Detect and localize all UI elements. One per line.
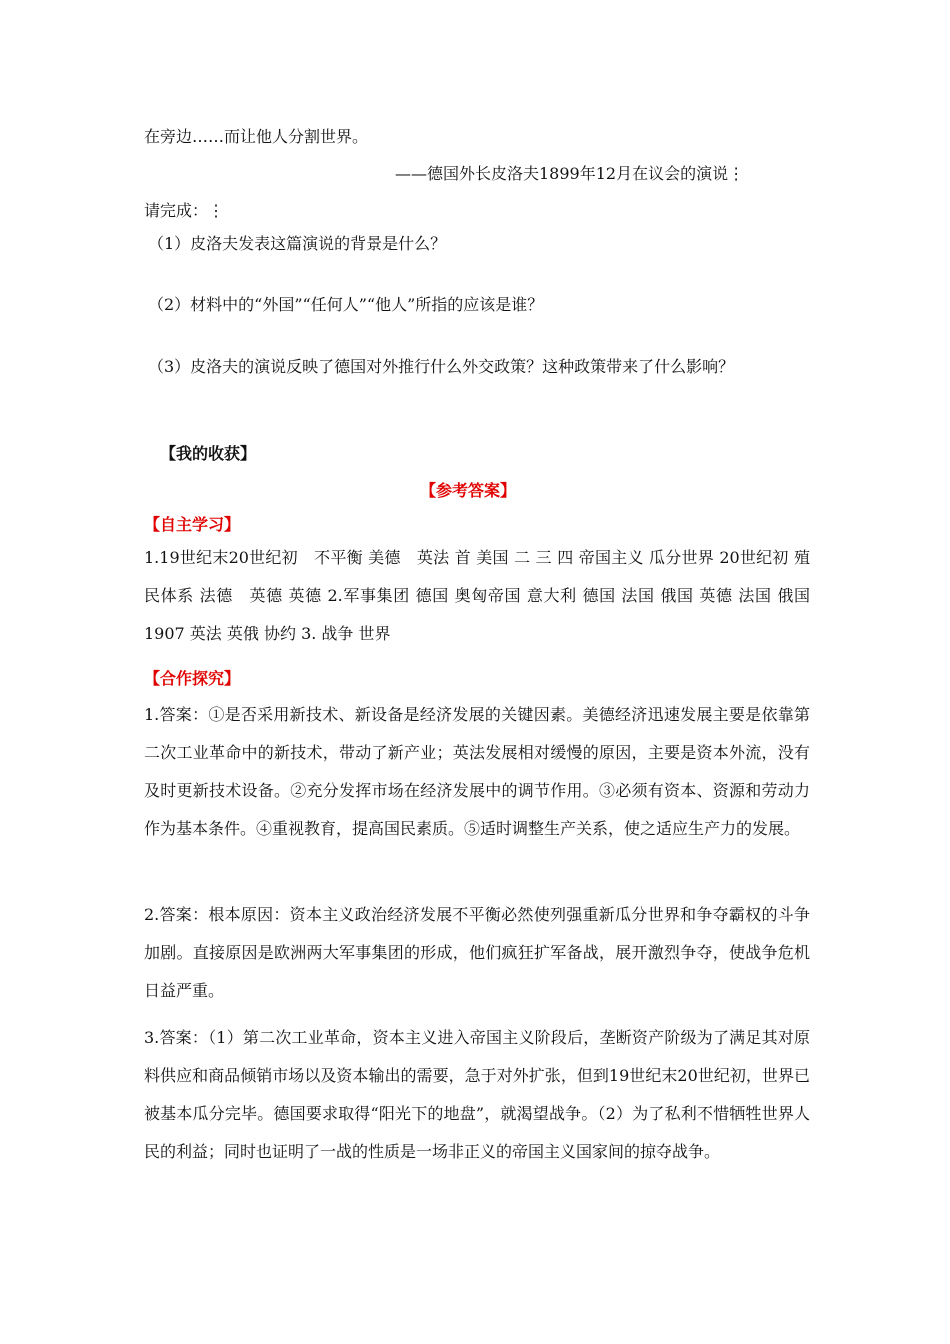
my-gain-heading: 【我的收获】 [160,444,257,463]
self-study-heading: 【自主学习】 [144,515,241,534]
self-study-answers: 1.19世纪末20世纪初 不平衡 美德 英法 首 美国 二 三 四 帝国主义 瓜分世界 20世纪初 殖民体系 法德 英德 英德 2.军事集团 德国 奥匈帝国 意大利 德国 法国 俄国 英德 法国 俄国 1907 英法 英俄 协约 3. 战争 世界 [144,548,827,643]
answer-title: 【参考答案】 [420,481,517,500]
question-1: （1）皮洛夫发表这篇演说的背景是什么？ [148,234,447,253]
cooperative-answer-3: 3.答案：（1）第二次工业革命，资本主义进入帝国主义阶段后，垄断资产阶级为了满足其对原料供应和商品倾销市场以及资本输出的需要，急于对外扩张，但到19世纪末20世纪初，世界已被基本瓜分完毕。德国要求取得“阳光下的地盘”，就渴望战争。（2）为了私利不惜牺牲世界人民的利益；同时也证明了一战的性质是一场非正义的帝国主义国家间的掠夺战争。 [144,1028,810,1161]
question-2: （2）材料中的“外国”“任何人”“他人”所指的应该是谁？ [148,295,544,314]
cooperative-answer-1: 1.答案：①是否采用新技术、新设备是经济发展的关键因素。美德经济迅速发展主要是依靠第二次工业革命中的新技术，带动了新产业；英法发展相对缓慢的原因，主要是资本外流，没有及时更新技术设备。②充分发挥市场在经济发展中的调节作用。③必须有资本、资源和劳动力作为基本条件。④重视教育，提高国民素质。⑤适时调整生产关系，使之适应生产力的发展。 [144,705,810,838]
material-tail: 在旁边……而让他人分割世界。 [144,127,369,146]
question-3: （3）皮洛夫的演说反映了德国对外推行什么外交政策？这种政策带来了什么影响？ [148,357,735,376]
cooperative-answer-2: 2.答案：根本原因：资本主义政治经济发展不平衡必然使列强重新瓜分世界和争夺霸权的斗争加剧。直接原因是欧洲两大军事集团的形成，他们疯狂扩军备战，展开激烈争夺，使战争危机日益严重。 [144,905,810,1000]
cooperative-heading: 【合作探究】 [144,669,241,688]
material-attribution: ——德国外长皮洛夫1899年12月在议会的演说⋮ [395,164,745,183]
prompt-text: 请完成：⋮ [144,201,225,220]
